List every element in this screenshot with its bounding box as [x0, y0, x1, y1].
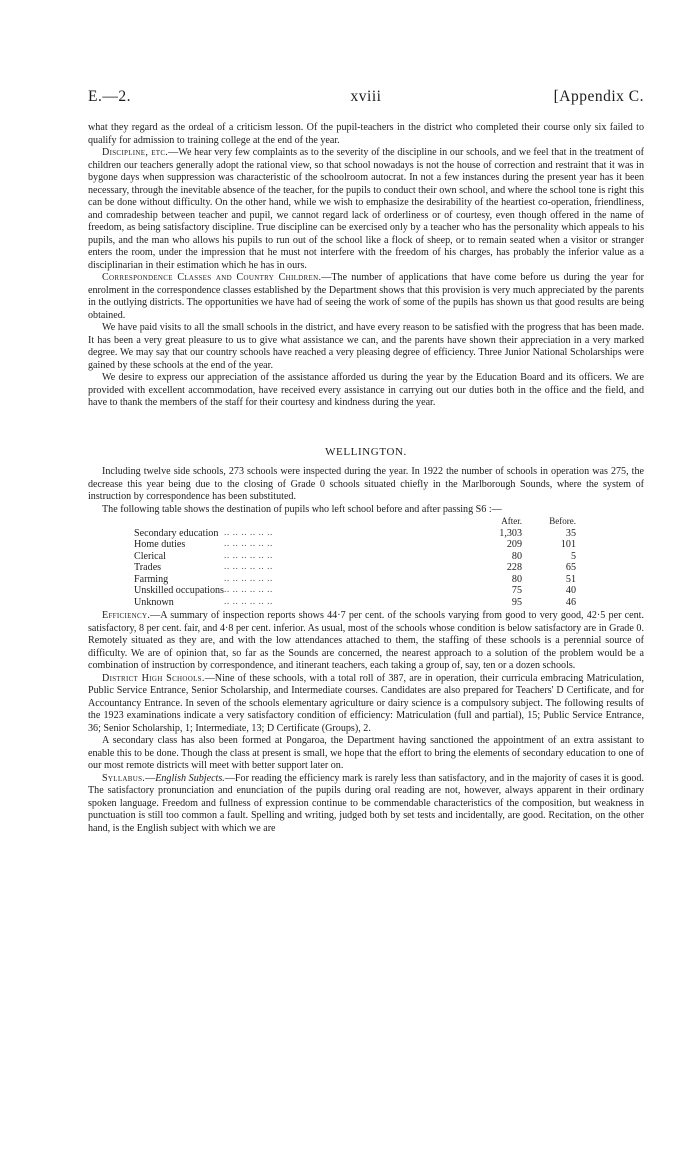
header-page-number: xviii	[350, 88, 382, 105]
syllabus-separator: —	[145, 772, 156, 784]
row-leader-dots: .. .. .. .. .. ..	[224, 550, 273, 561]
table-row	[134, 574, 582, 586]
efficiency-heading: Efficiency.	[102, 610, 151, 621]
table-row	[134, 539, 582, 551]
row-before-value: 65	[565, 562, 576, 573]
correspondence-text: —The number of applications that have come before us during the year for enrolment in the correspondence classes established by the Department shows that this provision is very much appreciated by the parents in the outlying districts. The opportunities we have had of seeing the work of some of the pupils has shown us that good results are being obtained.	[88, 272, 644, 321]
paragraph-syllabus	[88, 773, 644, 836]
row-after-value: 1,303	[499, 527, 522, 539]
correspondence-heading: Correspondence Classes and Country Children.	[102, 272, 322, 283]
paragraph-continuation: what they regard as the ordeal of a criticism lesson. Of the pupil-teachers in the district who completed their course only six failed to qualify for admission to training college at the end of the year.	[88, 122, 644, 146]
table-row	[134, 585, 582, 597]
row-label: Secondary education	[134, 527, 219, 539]
column-header-after: After.	[501, 516, 522, 526]
document-page	[88, 88, 644, 835]
row-after-value: 75	[511, 585, 522, 596]
paragraph-correspondence	[88, 272, 644, 322]
paragraph-discipline	[88, 147, 644, 272]
row-before-value: 35	[565, 527, 576, 539]
destination-table	[134, 516, 582, 608]
row-leader-dots: .. .. .. .. .. ..	[224, 539, 273, 549]
syllabus-heading: Syllabus.	[102, 772, 146, 784]
row-before-value: 5	[570, 550, 576, 562]
row-leader-dots: .. .. .. .. .. ..	[224, 527, 273, 538]
paragraph-table-intro: The following table shows the destination of pupils who left school before and after passing S6 :—	[102, 503, 502, 515]
row-leader-dots: .. .. .. .. .. ..	[224, 596, 273, 607]
discipline-text: —We hear very few complaints as to the severity of the discipline in our schools, and we feel that in the treatment of children our teachers generally adopt the rational view, so that school nowadays is not the house of correction and restraint that it was in bygone days when suppression was characteristic of the schoolroom autocrat. In not a few instances during the present year has it been necessary, through the inevitable absence of the teacher, for the pupils to conduct their own school, and where the school tone is right this can be done without difficulty. On the other hand, while we wish to emphasize the desirability of the heartiest co-operation, friendliness, and comradeship between teacher and pupil, we cannot regard lack of orderliness or of courtesy, even though offered in the name of freedom, as being satisfactory discipline. True discipline can be exercised only by a teacher who has the personality which appeals to his pupils, and the man who allows his pupils to run out of the school like a flock of sheep, or to remain seated when a visitor or stranger enters the room, under the impression that he must not interfere with the freedom of his charges, has probably the inferior value as a disciplinarian in their estimation which he has in ours.	[88, 147, 645, 271]
section-title-wellington: WELLINGTON.	[325, 445, 407, 458]
row-label: Unskilled occupations	[134, 585, 224, 596]
header-appendix: [Appendix C.	[553, 88, 644, 105]
efficiency-text: —A summary of inspection reports shows 44·7 per cent. of the schools varying from good to very good, 42·5 per cent. satisfactory, 8 per cent. fair, and 4·8 per cent. inferior. As usual, most of the schools whose condition is below satisfactory are in Grade 0. Remotely situated as they are, and with the low attendances attached to them, the staffing of these schools is a perennial source of difficulty. We are of opinion that, so far as the Sounds are concerned, the nearest approach to a solution of the problem would be a combination of instruction by correspondence, and itinerant teachers, each taking a group of, say, ten or a dozen schools.	[88, 610, 644, 671]
row-after-value: 209	[506, 539, 522, 550]
paragraph-pongaroa: A secondary class has also been formed at Pongaroa, the Department having sanctioned the appointment of an extra assistant to enable this to be done. Though the class at present is small, we hope that the effort to bring the elements of secondary education to one of our most remote districts will meet with better support later on.	[88, 735, 644, 771]
row-after-value: 95	[511, 596, 522, 608]
row-before-value: 40	[565, 585, 576, 596]
row-after-value: 80	[511, 550, 522, 562]
row-before-value: 51	[565, 573, 576, 585]
paragraph-district-high-schools	[88, 673, 644, 736]
row-label: Clerical	[134, 550, 166, 562]
table-row	[134, 597, 582, 609]
paragraph-efficiency	[88, 610, 644, 673]
row-before-value: 101	[560, 539, 576, 550]
syllabus-subheading: English Subjects.	[155, 772, 225, 784]
row-label: Trades	[134, 562, 162, 573]
paragraph-wellington-intro: Including twelve side schools, 273 schools were inspected during the year. In 1922 the number of schools in operation was 275, the decrease this year being due to the closing of Grade 0 schools situated chiefly in the Marlborough Sounds, where the system of instruction by correspondence has been substituted.	[88, 466, 644, 502]
syllabus-text: —For reading the efficiency mark is rarely less than satisfactory, and in the majority of cases it is good. The satisfactory pronunciation and enunciation of the pupils during oral reading are not, however, always apparent in their ordinary spoken language. Freedom and fullness of expression continue to be commendable characteristics of the composition, but weakness in punctuation is still too common a fault. Spelling and writing, judged both by set tests and incidentally, are good. Recitation, on the other hand, is the English subject with which we are	[88, 772, 645, 834]
district-high-schools-heading: District High Schools.	[102, 672, 205, 684]
table-row	[134, 551, 582, 563]
row-before-value: 46	[565, 596, 576, 608]
row-after-value: 228	[506, 562, 522, 573]
row-leader-dots: .. .. .. .. .. ..	[224, 585, 273, 595]
header-report-code: E.—2.	[88, 88, 131, 105]
table-row	[134, 528, 582, 540]
row-leader-dots: .. .. .. .. .. ..	[224, 562, 273, 572]
row-label: Unknown	[134, 596, 174, 608]
row-leader-dots: .. .. .. .. .. ..	[224, 573, 273, 584]
row-label: Home duties	[134, 539, 186, 550]
page-header	[88, 88, 644, 110]
table-header-row	[134, 516, 582, 528]
discipline-heading: Discipline, etc.	[102, 147, 169, 158]
table-row	[134, 562, 582, 574]
column-header-before: Before.	[549, 516, 576, 526]
district-high-schools-text: —Nine of these schools, with a total roll of 387, are in operation, their curricula embracing Matriculation, Public Service Entrance, Senior Scholarship, and Intermediate courses. Candidates are also prepared for Teachers' D Certificate, and for Accountancy Entrance. In seven of the schools elementary agriculture or dairy science is a compulsory subject. The following results of the 1923 examinations indicate a very satisfactory condition of efficiency: Matriculation (full and partial), 15; Public Service Entrance, 36; Senior Scholarship, 1; Intermediate, 13; D Certificate (Groups), 2.	[88, 672, 644, 734]
paragraph-thanks: We desire to express our appreciation of the assistance afforded us during the year by the Education Board and its officers. We are provided with excellent accommodation, have received every assistance in carrying out our duties both in the office and the field, and have to thank the members of the staff for their courtesy and kindness during the year.	[88, 372, 644, 408]
row-label: Farming	[134, 573, 169, 585]
paragraph-visits: We have paid visits to all the small schools in the district, and have every reason to be satisfied with the progress that has been made. It has been a very great pleasure to us to give what assistance we can, and the parents have shown their appreciation in a very marked degree. We may say that our country schools have reached a very pleasing degree of efficiency. Three Junior National Scholarships were gained by these schools at the end of the year.	[88, 322, 644, 371]
row-after-value: 80	[511, 573, 522, 585]
document-body	[88, 122, 644, 835]
